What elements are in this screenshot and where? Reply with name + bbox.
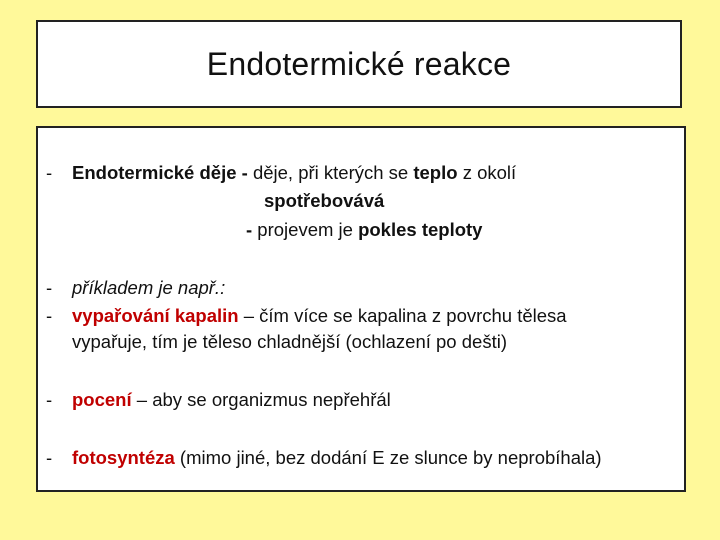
poceni-term-red: pocení xyxy=(72,389,132,410)
example-intro: příkladem je např.: xyxy=(72,277,226,298)
fotosynteza-term-red: fotosyntéza xyxy=(72,447,175,468)
bullet-dash: - xyxy=(46,277,53,298)
fotosynteza-explanation: (mimo jiné, bez dodání E ze slunce by neprobíhala) xyxy=(174,447,602,468)
spotrebovava-word: spotřebovává xyxy=(264,190,385,211)
poceni-explanation: – aby se organizmus nepřehřál xyxy=(131,389,391,410)
definition-text-1: děje, při kterých se xyxy=(247,162,414,183)
content-box xyxy=(36,126,686,492)
title-box xyxy=(36,20,682,108)
bullet-dash: - xyxy=(46,447,53,468)
effect-text xyxy=(246,217,482,243)
effect-bold: pokles teploty xyxy=(358,219,483,240)
definition-text-2: z okolí xyxy=(457,162,517,183)
bullet-dash: - xyxy=(46,162,53,183)
example-term-red: vypařování kapalin xyxy=(72,305,239,326)
definition-text xyxy=(72,160,516,186)
effect-plain: projevem je xyxy=(252,219,359,240)
teplo-word: teplo xyxy=(413,162,458,183)
bullet-dash: - xyxy=(46,389,53,410)
bullet-dash: - xyxy=(46,305,53,326)
definition-term: Endotermické děje - xyxy=(72,162,248,183)
poceni-text xyxy=(72,387,391,413)
fotosynteza-text xyxy=(72,445,602,471)
example-item-text xyxy=(72,303,567,329)
effect-dash: - xyxy=(246,219,253,240)
example-text-1: – čím více se kapalina z povrchu tělesa xyxy=(238,305,567,326)
example-text-2: vypařuje, tím je těleso chladnější (ochlazení po dešti) xyxy=(72,331,507,352)
slide-title: Endotermické reakce xyxy=(206,45,512,82)
